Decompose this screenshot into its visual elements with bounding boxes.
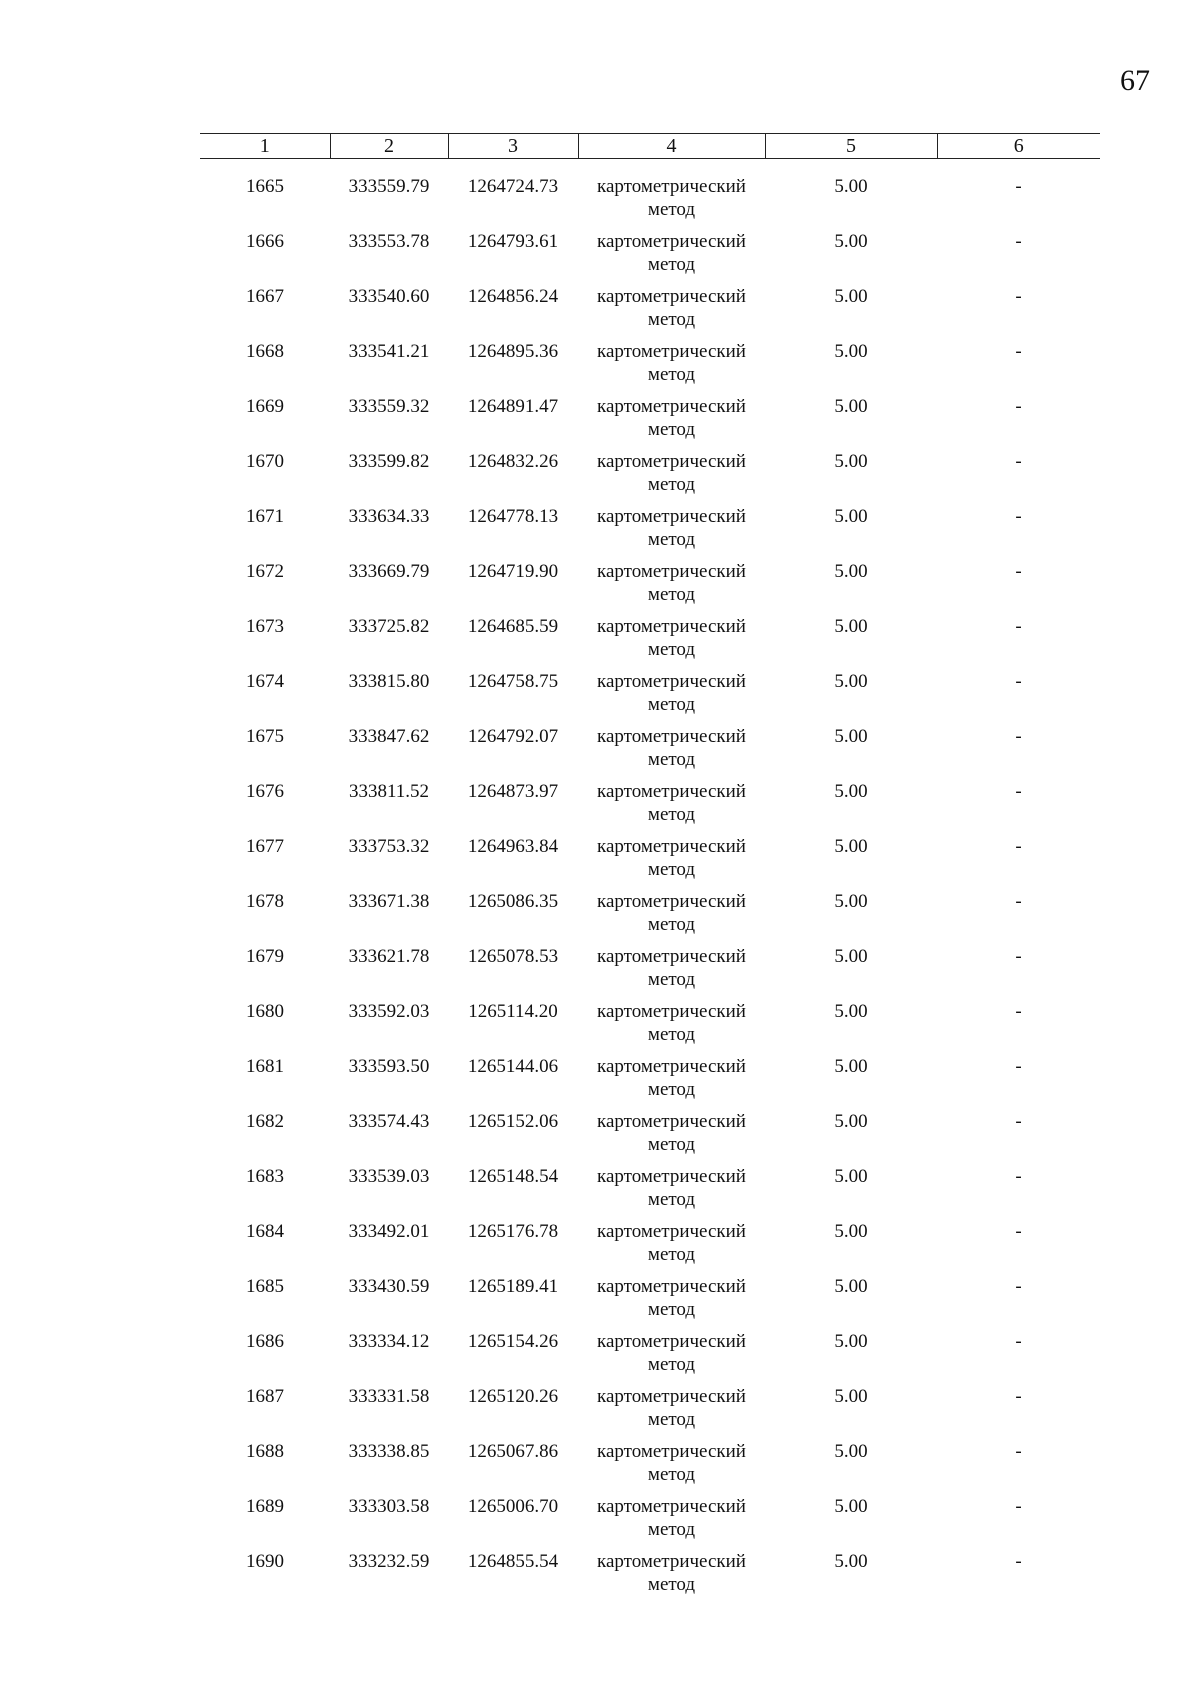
point-number-cell: 1679 <box>246 946 284 967</box>
point-number-cell: 1690 <box>246 1551 284 1572</box>
description-cell: - <box>1015 1331 1022 1352</box>
accuracy-cell: 5.00 <box>834 1056 868 1077</box>
method-cell <box>578 1495 765 1550</box>
x-coordinate-cell: 333541.21 <box>348 341 430 362</box>
accuracy-cell: 5.00 <box>834 1551 868 1572</box>
y-coordinate-cell: 1265176.78 <box>467 1221 559 1242</box>
y-coordinate-cell: 1265114.20 <box>468 1001 558 1022</box>
method-cell <box>578 1220 765 1275</box>
accuracy-cell: 5.00 <box>834 286 868 307</box>
x-coordinate-cell: 333574.43 <box>348 1111 430 1132</box>
x-coordinate-cell: 333553.78 <box>348 231 430 252</box>
y-coordinate-cell: 1264685.59 <box>467 616 559 637</box>
accuracy-cell: 5.00 <box>834 836 868 857</box>
point-number-cell: 1684 <box>246 1221 284 1242</box>
method-cell <box>578 670 765 725</box>
method-line-1: картометрический <box>597 1001 746 1022</box>
method-line-1: картометрический <box>597 506 746 527</box>
method-line-1: картометрический <box>597 1056 746 1077</box>
method-line-1: картометрический <box>597 1221 746 1242</box>
x-coordinate-cell: 333559.79 <box>348 176 430 197</box>
y-coordinate-cell: 1264792.07 <box>467 726 559 747</box>
method-cell <box>578 1385 765 1440</box>
method-line-1: картометрический <box>597 781 746 802</box>
method-line-2: метод <box>647 1079 696 1100</box>
method-line-2: метод <box>647 474 696 495</box>
y-coordinate-cell: 1265120.26 <box>467 1386 559 1407</box>
x-coordinate-cell: 333540.60 <box>348 286 430 307</box>
method-line-1: картометрический <box>597 1441 746 1462</box>
x-coordinate-cell: 333753.32 <box>348 836 430 857</box>
x-coordinate-cell: 333331.58 <box>348 1386 430 1407</box>
table-row <box>200 1495 1100 1550</box>
point-number-cell: 1676 <box>246 781 284 802</box>
method-line-1: картометрический <box>597 1111 746 1132</box>
y-coordinate-cell: 1264856.24 <box>467 286 559 307</box>
accuracy-cell: 5.00 <box>834 1331 868 1352</box>
y-coordinate-cell: 1265078.53 <box>467 946 559 967</box>
point-number-cell: 1686 <box>246 1331 284 1352</box>
table-row <box>200 230 1100 285</box>
point-number-cell: 1673 <box>246 616 284 637</box>
method-line-2: метод <box>647 529 696 550</box>
method-line-2: метод <box>647 1519 696 1540</box>
method-cell <box>578 159 765 231</box>
point-number-cell: 1688 <box>246 1441 284 1462</box>
point-number-cell: 1681 <box>246 1056 284 1077</box>
method-line-1: картометрический <box>597 946 746 967</box>
y-coordinate-cell: 1264895.36 <box>467 341 559 362</box>
table-row <box>200 450 1100 505</box>
method-line-2: метод <box>647 419 696 440</box>
y-coordinate-cell: 1264758.75 <box>467 671 559 692</box>
table-row <box>200 835 1100 890</box>
description-cell: - <box>1015 506 1022 527</box>
table-body <box>200 159 1100 1606</box>
method-line-1: картометрический <box>597 671 746 692</box>
accuracy-cell: 5.00 <box>834 1496 868 1517</box>
table-row <box>200 159 1100 231</box>
x-coordinate-cell: 333634.33 <box>348 506 430 527</box>
accuracy-cell: 5.00 <box>834 1166 868 1187</box>
method-line-2: метод <box>647 584 696 605</box>
coordinates-table <box>200 133 1100 1605</box>
description-cell: - <box>1015 616 1022 637</box>
method-cell <box>578 285 765 340</box>
table-row <box>200 945 1100 1000</box>
accuracy-cell: 5.00 <box>834 396 868 417</box>
accuracy-cell: 5.00 <box>834 176 868 197</box>
method-cell <box>578 1550 765 1605</box>
x-coordinate-cell: 333811.52 <box>348 781 430 802</box>
table-row <box>200 725 1100 780</box>
y-coordinate-cell: 1264873.97 <box>467 781 559 802</box>
y-coordinate-cell: 1264719.90 <box>467 561 559 582</box>
description-cell: - <box>1015 946 1022 967</box>
x-coordinate-cell: 333492.01 <box>348 1221 430 1242</box>
description-cell: - <box>1015 1056 1022 1077</box>
accuracy-cell: 5.00 <box>834 946 868 967</box>
method-line-1: картометрический <box>597 1551 746 1572</box>
table-row <box>200 285 1100 340</box>
x-coordinate-cell: 333334.12 <box>348 1331 430 1352</box>
y-coordinate-cell: 1264832.26 <box>467 451 559 472</box>
column-header-4: 4 <box>578 134 765 159</box>
y-coordinate-cell: 1265152.06 <box>467 1111 559 1132</box>
table-row <box>200 780 1100 835</box>
header-row <box>200 134 1100 159</box>
point-number-cell: 1670 <box>246 451 284 472</box>
description-cell: - <box>1015 726 1022 747</box>
point-number-cell: 1682 <box>246 1111 284 1132</box>
method-cell <box>578 1165 765 1220</box>
method-line-2: метод <box>647 254 696 275</box>
description-cell: - <box>1015 176 1022 197</box>
y-coordinate-cell: 1265144.06 <box>467 1056 559 1077</box>
y-coordinate-cell: 1265086.35 <box>467 891 559 912</box>
description-cell: - <box>1015 286 1022 307</box>
accuracy-cell: 5.00 <box>834 561 868 582</box>
x-coordinate-cell: 333232.59 <box>348 1551 430 1572</box>
column-header-3: 3 <box>448 134 578 159</box>
method-line-2: метод <box>647 914 696 935</box>
point-number-cell: 1666 <box>246 231 284 252</box>
column-header-1: 1 <box>200 134 330 159</box>
y-coordinate-cell: 1265154.26 <box>467 1331 559 1352</box>
method-line-2: метод <box>647 1244 696 1265</box>
accuracy-cell: 5.00 <box>834 341 868 362</box>
method-line-1: картометрический <box>597 176 746 197</box>
table-row <box>200 1055 1100 1110</box>
x-coordinate-cell: 333593.50 <box>348 1056 430 1077</box>
accuracy-cell: 5.00 <box>834 1276 868 1297</box>
description-cell: - <box>1015 1001 1022 1022</box>
method-line-2: метод <box>647 749 696 770</box>
accuracy-cell: 5.00 <box>834 671 868 692</box>
method-line-1: картометрический <box>597 1276 746 1297</box>
x-coordinate-cell: 333338.85 <box>348 1441 430 1462</box>
method-line-1: картометрический <box>597 286 746 307</box>
method-cell <box>578 1440 765 1495</box>
table-row <box>200 1275 1100 1330</box>
point-number-cell: 1687 <box>246 1386 284 1407</box>
table-header <box>200 134 1100 159</box>
y-coordinate-cell: 1264793.61 <box>467 231 559 252</box>
method-line-2: метод <box>647 1299 696 1320</box>
description-cell: - <box>1015 341 1022 362</box>
description-cell: - <box>1015 1496 1022 1517</box>
description-cell: - <box>1015 781 1022 802</box>
table-row <box>200 1330 1100 1385</box>
x-coordinate-cell: 333559.32 <box>348 396 430 417</box>
description-cell: - <box>1015 1386 1022 1407</box>
y-coordinate-cell: 1264891.47 <box>467 396 559 417</box>
y-coordinate-cell: 1264724.73 <box>467 176 559 197</box>
point-number-cell: 1667 <box>246 286 284 307</box>
table-row <box>200 505 1100 560</box>
x-coordinate-cell: 333599.82 <box>348 451 430 472</box>
table-row <box>200 1110 1100 1165</box>
method-line-1: картометрический <box>597 891 746 912</box>
x-coordinate-cell: 333592.03 <box>348 1001 430 1022</box>
x-coordinate-cell: 333539.03 <box>348 1166 430 1187</box>
description-cell: - <box>1015 891 1022 912</box>
method-line-2: метод <box>647 309 696 330</box>
y-coordinate-cell: 1265006.70 <box>467 1496 559 1517</box>
method-line-1: картометрический <box>597 1166 746 1187</box>
point-number-cell: 1683 <box>246 1166 284 1187</box>
y-coordinate-cell: 1265148.54 <box>467 1166 559 1187</box>
method-line-2: метод <box>647 1409 696 1430</box>
point-number-cell: 1672 <box>246 561 284 582</box>
method-line-1: картометрический <box>597 231 746 252</box>
description-cell: - <box>1015 1441 1022 1462</box>
method-cell <box>578 1330 765 1385</box>
accuracy-cell: 5.00 <box>834 726 868 747</box>
method-line-2: метод <box>647 1574 696 1595</box>
table-row <box>200 1440 1100 1495</box>
accuracy-cell: 5.00 <box>834 451 868 472</box>
table-row <box>200 340 1100 395</box>
method-line-1: картометрический <box>597 726 746 747</box>
x-coordinate-cell: 333303.58 <box>348 1496 430 1517</box>
point-number-cell: 1671 <box>246 506 284 527</box>
y-coordinate-cell: 1265189.41 <box>467 1276 559 1297</box>
x-coordinate-cell: 333430.59 <box>348 1276 430 1297</box>
x-coordinate-cell: 333815.80 <box>348 671 430 692</box>
method-line-2: метод <box>647 199 696 220</box>
accuracy-cell: 5.00 <box>834 1221 868 1242</box>
description-cell: - <box>1015 671 1022 692</box>
method-line-2: метод <box>647 969 696 990</box>
table-row <box>200 615 1100 670</box>
method-cell <box>578 450 765 505</box>
method-line-1: картометрический <box>597 1496 746 1517</box>
y-coordinate-cell: 1264963.84 <box>467 836 559 857</box>
method-cell <box>578 1275 765 1330</box>
method-cell <box>578 560 765 615</box>
method-line-2: метод <box>647 639 696 660</box>
method-cell <box>578 890 765 945</box>
description-cell: - <box>1015 231 1022 252</box>
table-row <box>200 1165 1100 1220</box>
point-number-cell: 1678 <box>246 891 284 912</box>
table-row <box>200 1550 1100 1605</box>
y-coordinate-cell: 1264855.54 <box>467 1551 559 1572</box>
method-line-2: метод <box>647 1134 696 1155</box>
method-cell <box>578 780 765 835</box>
description-cell: - <box>1015 1221 1022 1242</box>
table-row <box>200 670 1100 725</box>
point-number-cell: 1668 <box>246 341 284 362</box>
method-line-2: метод <box>647 1354 696 1375</box>
method-cell <box>578 725 765 780</box>
method-line-1: картометрический <box>597 1331 746 1352</box>
accuracy-cell: 5.00 <box>834 1441 868 1462</box>
point-number-cell: 1675 <box>246 726 284 747</box>
point-number-cell: 1669 <box>246 396 284 417</box>
x-coordinate-cell: 333847.62 <box>348 726 430 747</box>
method-line-2: метод <box>647 859 696 880</box>
method-line-2: метод <box>647 1464 696 1485</box>
method-cell <box>578 230 765 285</box>
y-coordinate-cell: 1265067.86 <box>467 1441 559 1462</box>
table-row <box>200 395 1100 450</box>
point-number-cell: 1680 <box>246 1001 284 1022</box>
method-cell <box>578 615 765 670</box>
accuracy-cell: 5.00 <box>834 231 868 252</box>
table-row <box>200 1220 1100 1275</box>
description-cell: - <box>1015 1166 1022 1187</box>
method-line-1: картометрический <box>597 396 746 417</box>
accuracy-cell: 5.00 <box>834 891 868 912</box>
method-cell <box>578 945 765 1000</box>
point-number-cell: 1674 <box>246 671 284 692</box>
x-coordinate-cell: 333671.38 <box>348 891 430 912</box>
description-cell: - <box>1015 1276 1022 1297</box>
method-cell <box>578 1055 765 1110</box>
accuracy-cell: 5.00 <box>834 781 868 802</box>
method-line-2: метод <box>647 1189 696 1210</box>
accuracy-cell: 5.00 <box>834 1111 868 1132</box>
accuracy-cell: 5.00 <box>834 506 868 527</box>
method-cell <box>578 1000 765 1055</box>
column-header-6: 6 <box>937 134 1100 159</box>
method-cell <box>578 505 765 560</box>
description-cell: - <box>1015 561 1022 582</box>
method-line-1: картометрический <box>597 451 746 472</box>
method-line-1: картометрический <box>597 1386 746 1407</box>
column-header-2: 2 <box>330 134 448 159</box>
method-line-2: метод <box>647 804 696 825</box>
x-coordinate-cell: 333725.82 <box>348 616 430 637</box>
method-cell <box>578 395 765 450</box>
accuracy-cell: 5.00 <box>834 616 868 637</box>
page-number: 67 <box>1120 64 1150 97</box>
method-line-2: метод <box>647 694 696 715</box>
method-cell <box>578 340 765 395</box>
description-cell: - <box>1015 1551 1022 1572</box>
description-cell: - <box>1015 451 1022 472</box>
table-row <box>200 890 1100 945</box>
method-line-1: картометрический <box>597 561 746 582</box>
x-coordinate-cell: 333621.78 <box>348 946 430 967</box>
x-coordinate-cell: 333669.79 <box>348 561 430 582</box>
description-cell: - <box>1015 1111 1022 1132</box>
method-cell <box>578 1110 765 1165</box>
y-coordinate-cell: 1264778.13 <box>467 506 559 527</box>
table-row <box>200 560 1100 615</box>
method-line-1: картометрический <box>597 341 746 362</box>
description-cell: - <box>1015 836 1022 857</box>
table-row <box>200 1000 1100 1055</box>
column-header-5: 5 <box>765 134 937 159</box>
point-number-cell: 1689 <box>246 1496 284 1517</box>
point-number-cell: 1677 <box>246 836 284 857</box>
point-number-cell: 1685 <box>246 1276 284 1297</box>
description-cell: - <box>1015 396 1022 417</box>
method-cell <box>578 835 765 890</box>
point-number-cell: 1665 <box>246 176 284 197</box>
method-line-1: картометрический <box>597 836 746 857</box>
accuracy-cell: 5.00 <box>834 1001 868 1022</box>
method-line-2: метод <box>647 364 696 385</box>
method-line-2: метод <box>647 1024 696 1045</box>
method-line-1: картометрический <box>597 616 746 637</box>
accuracy-cell: 5.00 <box>834 1386 868 1407</box>
table-row <box>200 1385 1100 1440</box>
